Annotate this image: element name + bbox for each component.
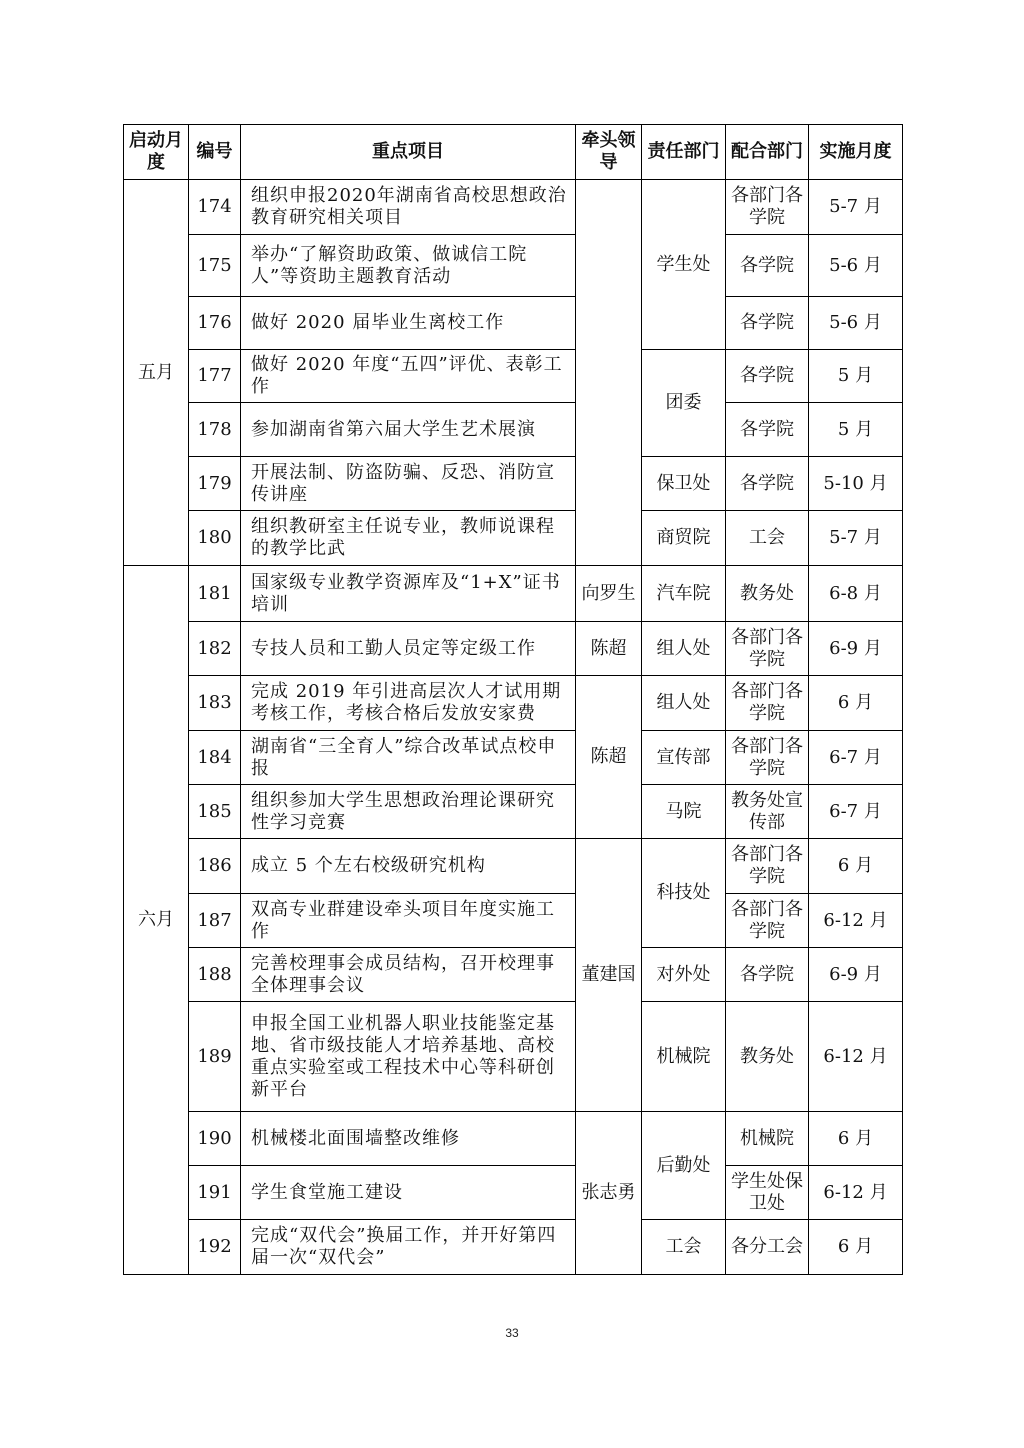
row-number: 175 <box>189 235 241 297</box>
row-leader: 陈超 <box>576 622 642 676</box>
row-item: 组织申报2020年湖南省高校思想政治教育研究相关项目 <box>241 180 576 235</box>
row-item: 组织教研室主任说专业，教师说课程的教学比武 <box>241 511 576 566</box>
row-item: 开展法制、防盗防骗、反恐、消防宣传讲座 <box>241 457 576 511</box>
table-row <box>124 350 903 403</box>
row-number: 191 <box>189 1166 241 1220</box>
row-coop: 各部门各学院 <box>726 676 809 731</box>
row-dept: 工会 <box>642 1220 726 1275</box>
row-item: 双高专业群建设牵头项目年度实施工作 <box>241 894 576 948</box>
table-row <box>124 731 903 785</box>
row-impl: 6-7 月 <box>809 731 903 785</box>
row-coop: 各部门各学院 <box>726 839 809 894</box>
row-coop: 各学院 <box>726 297 809 350</box>
row-coop: 各部门各学院 <box>726 180 809 235</box>
row-dept: 组人处 <box>642 676 726 731</box>
work-plan-table <box>123 124 903 1275</box>
row-number: 189 <box>189 1002 241 1112</box>
row-number: 179 <box>189 457 241 511</box>
row-dept: 机械院 <box>642 1002 726 1112</box>
table-row <box>124 948 903 1002</box>
table-row <box>124 180 903 235</box>
row-dept: 团委 <box>642 350 726 457</box>
row-number: 190 <box>189 1112 241 1166</box>
row-impl: 6 月 <box>809 1220 903 1275</box>
row-impl: 6-7 月 <box>809 785 903 839</box>
row-dept: 马院 <box>642 785 726 839</box>
row-item: 专技人员和工勤人员定等定级工作 <box>241 622 576 676</box>
row-impl: 5-6 月 <box>809 297 903 350</box>
row-number: 180 <box>189 511 241 566</box>
table-header-row <box>124 125 903 180</box>
row-leader: 向罗生 <box>576 566 642 622</box>
row-dept: 组人处 <box>642 622 726 676</box>
row-impl: 6-9 月 <box>809 622 903 676</box>
start-month-june: 六月 <box>124 566 189 1275</box>
row-number: 184 <box>189 731 241 785</box>
row-dept: 科技处 <box>642 839 726 948</box>
row-impl: 6-12 月 <box>809 1002 903 1112</box>
row-number: 177 <box>189 350 241 403</box>
header-lead-leader: 牵头领导 <box>576 125 642 180</box>
row-item: 完善校理事会成员结构，召开校理事全体理事会议 <box>241 948 576 1002</box>
row-impl: 5-6 月 <box>809 235 903 297</box>
row-item: 机械楼北面围墙整改维修 <box>241 1112 576 1166</box>
row-impl: 6-12 月 <box>809 1166 903 1220</box>
row-coop: 教务处 <box>726 566 809 622</box>
row-coop: 机械院 <box>726 1112 809 1166</box>
row-impl: 5-10 月 <box>809 457 903 511</box>
row-item: 国家级专业教学资源库及“1+X”证书培训 <box>241 566 576 622</box>
row-item: 组织参加大学生思想政治理论课研究性学习竞赛 <box>241 785 576 839</box>
row-number: 187 <box>189 894 241 948</box>
row-dept: 商贸院 <box>642 511 726 566</box>
row-coop: 学生处保卫处 <box>726 1166 809 1220</box>
header-implementation-month: 实施月度 <box>809 125 903 180</box>
row-item: 成立 5 个左右校级研究机构 <box>241 839 576 894</box>
start-month-may: 五月 <box>124 180 189 566</box>
row-coop: 教务处宣传部 <box>726 785 809 839</box>
row-coop: 各部门各学院 <box>726 731 809 785</box>
row-coop: 各学院 <box>726 948 809 1002</box>
row-impl: 5-7 月 <box>809 180 903 235</box>
row-coop: 各学院 <box>726 235 809 297</box>
row-coop: 各分工会 <box>726 1220 809 1275</box>
table-row <box>124 457 903 511</box>
row-item: 湖南省“三全育人”综合改革试点校申报 <box>241 731 576 785</box>
row-impl: 6-8 月 <box>809 566 903 622</box>
row-leader: 董建国 <box>576 839 642 1112</box>
row-dept: 汽车院 <box>642 566 726 622</box>
table-row <box>124 235 903 297</box>
table-row <box>124 622 903 676</box>
row-impl: 6 月 <box>809 676 903 731</box>
row-number: 182 <box>189 622 241 676</box>
row-dept: 宣传部 <box>642 731 726 785</box>
row-impl: 5 月 <box>809 350 903 403</box>
row-dept: 后勤处 <box>642 1112 726 1220</box>
row-leader: 张志勇 <box>576 1112 642 1275</box>
row-coop: 各学院 <box>726 457 809 511</box>
row-number: 186 <box>189 839 241 894</box>
row-coop: 各学院 <box>726 403 809 457</box>
table-row <box>124 785 903 839</box>
row-number: 188 <box>189 948 241 1002</box>
row-item: 举办“了解资助政策、做诚信工院人”等资助主题教育活动 <box>241 235 576 297</box>
row-number: 174 <box>189 180 241 235</box>
table-row <box>124 566 903 622</box>
table-row <box>124 297 903 350</box>
table-row <box>124 1112 903 1166</box>
row-coop: 各学院 <box>726 350 809 403</box>
row-number: 181 <box>189 566 241 622</box>
row-impl: 6-9 月 <box>809 948 903 1002</box>
row-coop: 工会 <box>726 511 809 566</box>
row-number: 192 <box>189 1220 241 1275</box>
row-impl: 5 月 <box>809 403 903 457</box>
row-dept: 对外处 <box>642 948 726 1002</box>
row-impl: 5-7 月 <box>809 511 903 566</box>
row-number: 178 <box>189 403 241 457</box>
row-leader-empty <box>576 180 642 566</box>
row-item: 完成 2019 年引进高层次人才试用期考核工作，考核合格后发放安家费 <box>241 676 576 731</box>
row-item: 完成“双代会”换届工作，并开好第四届一次“双代会” <box>241 1220 576 1275</box>
table-row <box>124 839 903 894</box>
row-number: 176 <box>189 297 241 350</box>
row-coop: 教务处 <box>726 1002 809 1112</box>
table-row <box>124 1220 903 1275</box>
row-item: 做好 2020 年度“五四”评优、表彰工作 <box>241 350 576 403</box>
row-impl: 6 月 <box>809 1112 903 1166</box>
row-item: 参加湖南省第六届大学生艺术展演 <box>241 403 576 457</box>
row-dept: 学生处 <box>642 180 726 350</box>
row-number: 185 <box>189 785 241 839</box>
header-cooperating-dept: 配合部门 <box>726 125 809 180</box>
row-leader: 陈超 <box>576 676 642 839</box>
page-number: 33 <box>505 1326 519 1340</box>
table-row <box>124 511 903 566</box>
table-row <box>124 1002 903 1112</box>
row-coop: 各部门各学院 <box>726 894 809 948</box>
row-item: 申报全国工业机器人职业技能鉴定基地、省市级技能人才培养基地、高校重点实验室或工程技术中心等科研创新平台 <box>241 1002 576 1112</box>
header-start-month: 启动月度 <box>124 125 189 180</box>
header-number: 编号 <box>189 125 241 180</box>
row-item: 学生食堂施工建设 <box>241 1166 576 1220</box>
row-impl: 6-12 月 <box>809 894 903 948</box>
table-row <box>124 676 903 731</box>
row-number: 183 <box>189 676 241 731</box>
row-dept: 保卫处 <box>642 457 726 511</box>
header-responsible-dept: 责任部门 <box>642 125 726 180</box>
row-coop: 各部门各学院 <box>726 622 809 676</box>
row-item: 做好 2020 届毕业生离校工作 <box>241 297 576 350</box>
table-row <box>124 894 903 948</box>
table-row <box>124 1166 903 1220</box>
table-row <box>124 403 903 457</box>
header-key-item: 重点项目 <box>241 125 576 180</box>
row-impl: 6 月 <box>809 839 903 894</box>
